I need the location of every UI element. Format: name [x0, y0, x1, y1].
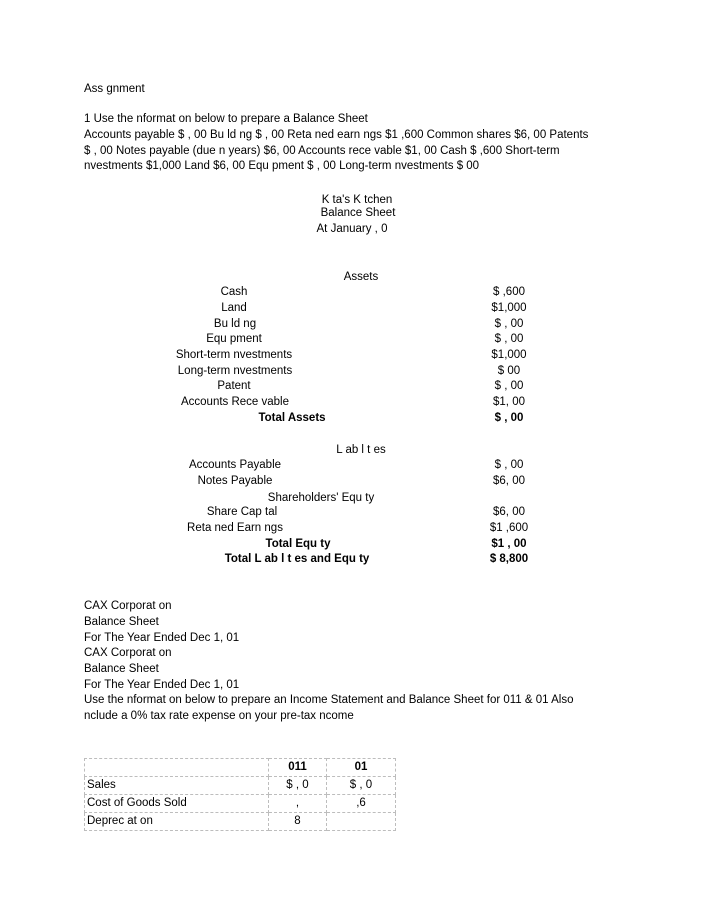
asset-label: Long-term nvestments [177, 365, 293, 377]
asset-label: Land [221, 302, 247, 314]
cax-line: CAX Corporat on [84, 600, 172, 612]
cax-line: For The Year Ended Dec 1, 01 [84, 679, 240, 691]
table-cell: Sales [85, 777, 269, 795]
table-cell: ,6 [327, 795, 396, 813]
liability-label: Accounts Payable [188, 459, 282, 471]
asset-label: Patent [217, 380, 251, 392]
liability-label: Notes Payable [197, 475, 273, 487]
question-1-line-1: Accounts payable $ , 00 Bu ld ng $ , 00 Reta ned earn ngs $1 ,600 Common shares $6, 00 Patents [84, 129, 589, 141]
table-row [85, 813, 396, 831]
table-cell [327, 813, 396, 831]
equity-label: Share Cap tal [206, 506, 278, 518]
asset-label: Accounts Rece vable [180, 396, 290, 408]
table-header-cell [85, 759, 269, 777]
assets-header: Assets [343, 271, 379, 283]
table-header-cell: 011 [269, 759, 327, 777]
equity-value: $6, 00 [493, 506, 525, 518]
equity-value: $1 ,600 [489, 522, 529, 534]
liabilities-header: L ab l t es [336, 444, 386, 456]
cax-line: CAX Corporat on [84, 647, 172, 659]
asset-label: Short-term nvestments [175, 349, 293, 361]
balance-sheet-date: At January , 0 [316, 223, 388, 235]
asset-value: $ , 00 [494, 318, 524, 330]
table-row [85, 777, 396, 795]
cax-line: Balance Sheet [84, 616, 159, 628]
table-cell: Deprec at on [85, 813, 269, 831]
asset-label: Cash [220, 286, 248, 298]
table-cell: Cost of Goods Sold [85, 795, 269, 813]
cax-line: For The Year Ended Dec 1, 01 [84, 632, 240, 644]
asset-value: $ , 00 [494, 380, 524, 392]
equity-label: Reta ned Earn ngs [187, 522, 283, 534]
asset-value: $1,000 [491, 302, 527, 314]
cax-line: Balance Sheet [84, 663, 159, 675]
asset-value: $ , 00 [494, 333, 524, 345]
total-assets-value: $ , 00 [494, 412, 524, 424]
asset-value: $1, 00 [493, 396, 525, 408]
question-1-line-3: nvestments $1,000 Land $6, 00 Equ pment $ , 00 Long-term nvestments $ 00 [84, 160, 480, 172]
liability-value: $ , 00 [494, 459, 524, 471]
cax-instruction-line-1: Use the nformat on below to prepare an Income Statement and Balance Sheet for 011 & 01 Also [84, 694, 574, 706]
total-liabilities-equity-value: $ 8,800 [489, 553, 529, 565]
table-header-cell: 01 [327, 759, 396, 777]
table-row [85, 795, 396, 813]
balance-sheet-title: Balance Sheet [320, 207, 396, 219]
asset-label: Equ pment [206, 333, 262, 345]
equity-header: Shareholders' Equ ty [267, 492, 375, 504]
asset-label: Bu ld ng [213, 318, 257, 330]
table-cell: $ , 0 [327, 777, 396, 795]
income-data-table [84, 758, 396, 831]
total-assets-label: Total Assets [258, 412, 326, 424]
balance-sheet-company: K ta's K tchen [321, 194, 393, 206]
table-cell: $ , 0 [269, 777, 327, 795]
asset-value: $1,000 [491, 349, 527, 361]
total-equity-label: Total Equ ty [265, 538, 331, 550]
table-cell: , [269, 795, 327, 813]
asset-value: $ 00 [497, 365, 521, 377]
total-liabilities-equity-label: Total L ab l t es and Equ ty [224, 553, 370, 565]
table-header-row [85, 759, 396, 777]
assignment-title: Ass gnment [84, 83, 145, 95]
total-equity-value: $1 , 00 [491, 538, 527, 550]
question-1-line-2: $ , 00 Notes payable (due n years) $6, 00 Accounts rece vable $1, 00 Cash $ ,600 Short-term [84, 145, 560, 157]
question-1-heading: 1 Use the nformat on below to prepare a Balance Sheet [84, 113, 368, 125]
table-cell: 8 [269, 813, 327, 831]
asset-value: $ ,600 [493, 286, 525, 298]
liability-value: $6, 00 [493, 475, 525, 487]
cax-instruction-line-2: nclude a 0% tax rate expense on your pre-tax ncome [84, 710, 354, 722]
